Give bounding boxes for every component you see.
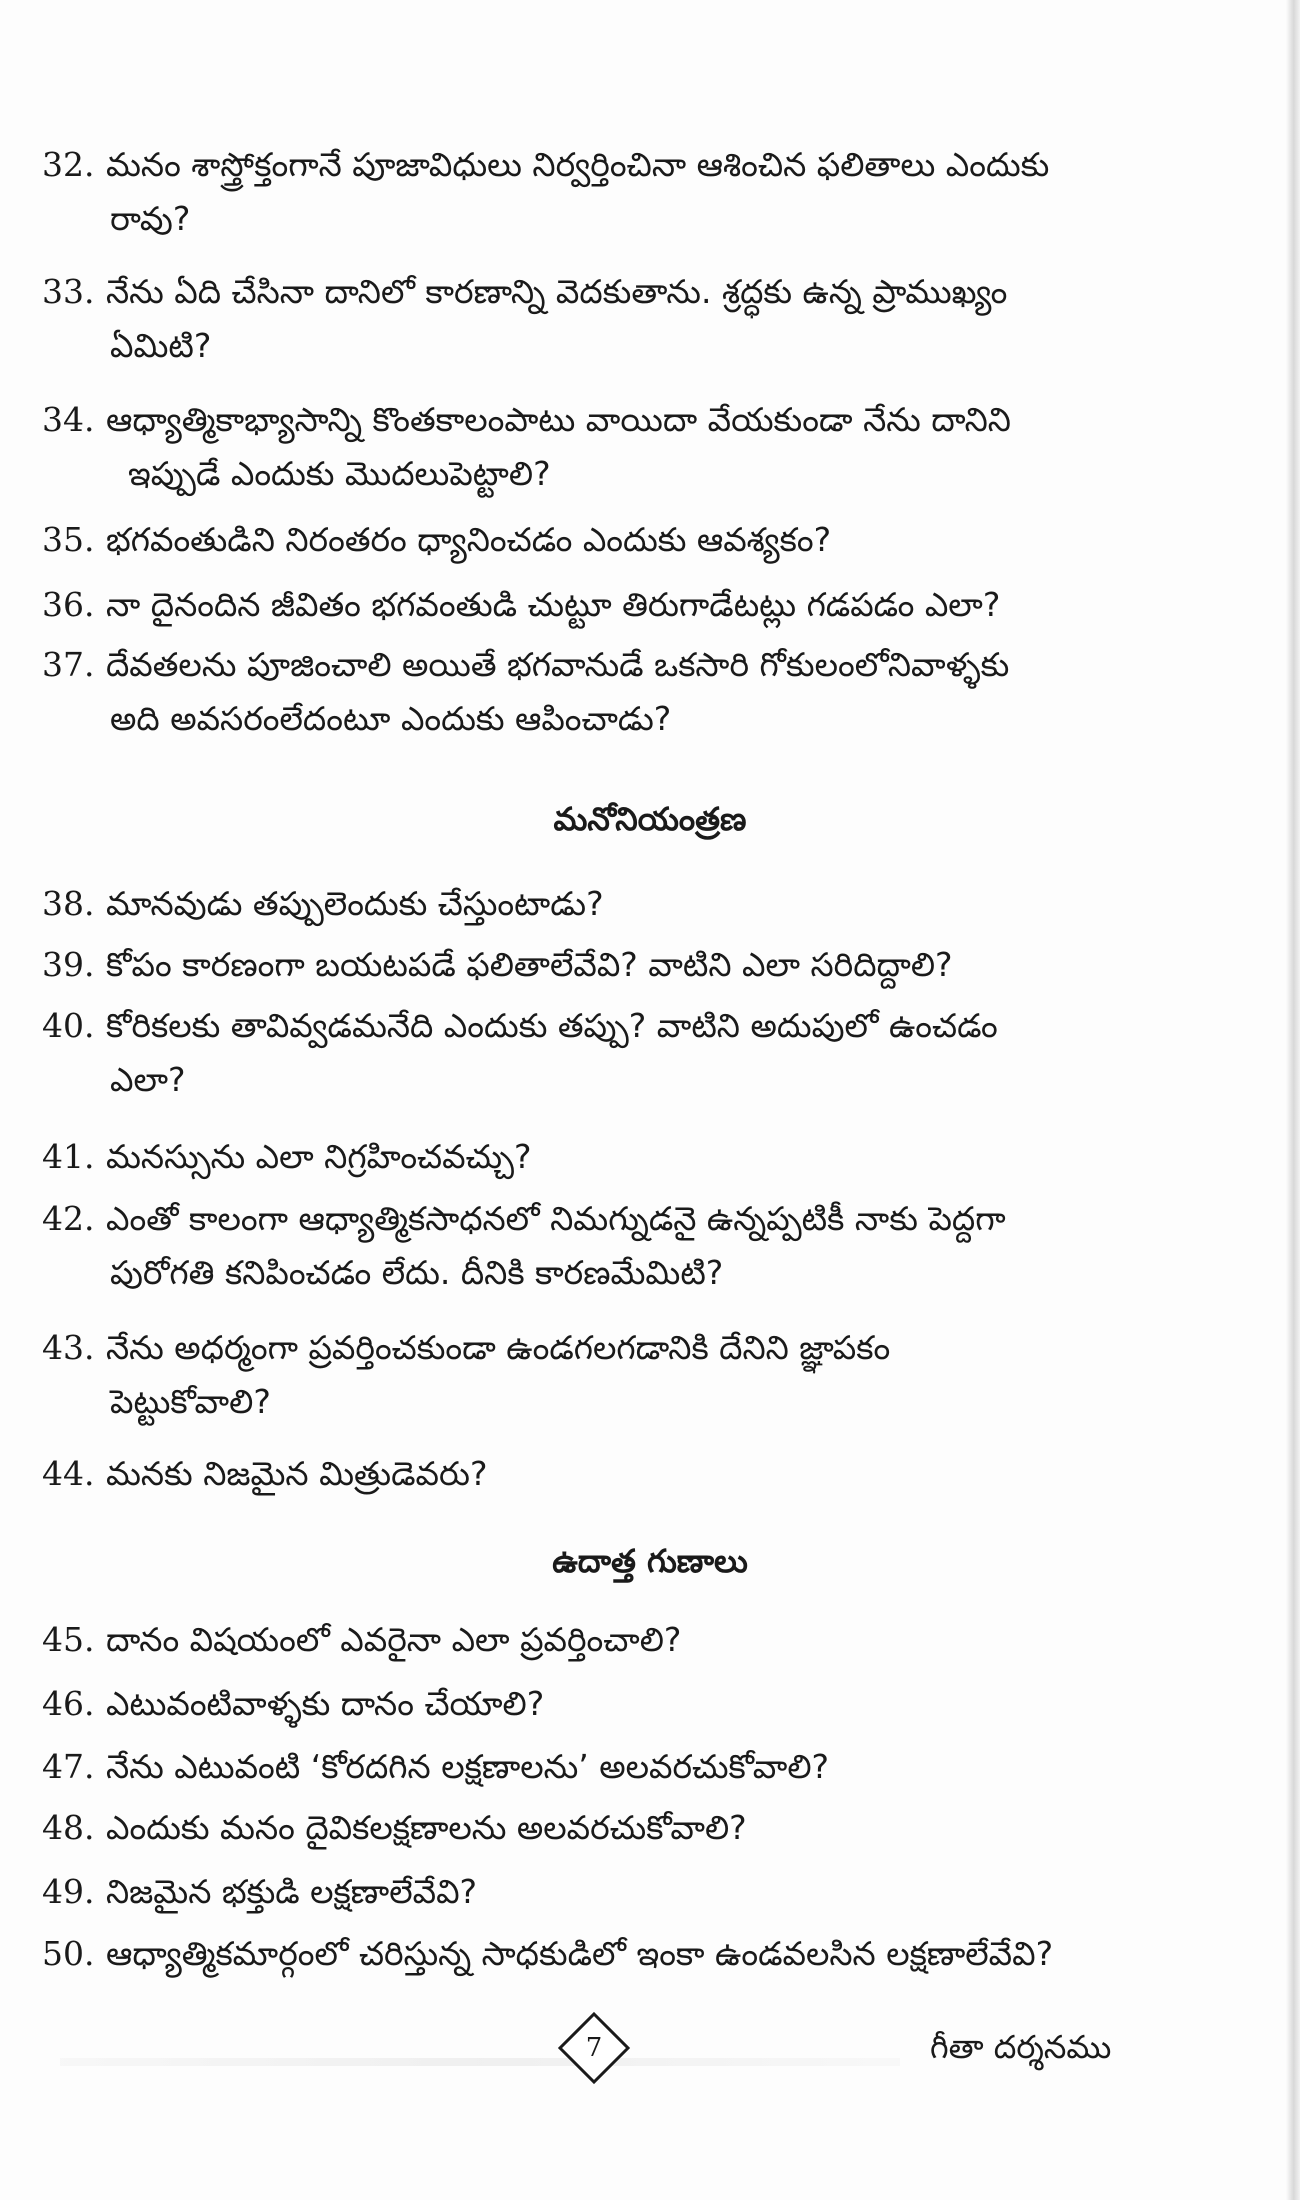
question-number: 46. [42,1684,95,1723]
question-number: 35. [42,520,95,559]
question-text-continued: ఎలా? [110,1060,186,1099]
question-text: నిజమైన భక్తుడి లక్షణాలేవేవి? [106,1872,478,1911]
question-text: ఎందుకు మనం దైవికలక్షణాలను అలవరచుకోవాలి? [106,1808,747,1847]
page-edge-shadow [1286,0,1300,2200]
question-number: 38. [42,884,95,923]
question-text: మనకు నిజమైన మిత్రుడెవరు? [106,1454,488,1493]
section-heading-noble-qualities: ఉదాత్త గుణాలు [552,1542,748,1580]
question-50 [42,1927,1212,1981]
question-text: ఎటువంటివాళ్ళకు దానం చేయాలి? [106,1684,545,1723]
question-47 [42,1740,1212,1794]
question-text: నా దైనందిన జీవితం భగవంతుడి చుట్టూ తిరుగాడేటట్లు గడపడం ఎలా? [106,585,1001,624]
question-33 [42,265,1212,373]
question-32 [42,138,1212,246]
question-text: మనస్సును ఎలా నిగ్రహించవచ్చు? [106,1137,532,1176]
question-number: 50. [42,1934,95,1973]
question-46 [42,1677,1212,1731]
question-number: 36. [42,585,95,624]
question-text: కోపం కారణంగా బయటపడే ఫలితాలేవేవి? వాటిని ఎలా సరిదిద్దాలి? [106,945,953,984]
question-49 [42,1865,1212,1919]
question-text-continued: పెట్టుకోవాలి? [110,1382,271,1421]
question-text: నేను అధర్మంగా ప్రవర్తించకుండా ఉండగలగడానికి దేనిని జ్ఞాపకం [106,1328,891,1367]
question-41 [42,1130,1212,1184]
question-number: 42. [42,1199,95,1238]
question-number: 43. [42,1328,95,1367]
question-38 [42,877,1212,931]
question-number: 37. [42,645,95,684]
question-text-continued: ఏమిటి? [110,326,212,365]
question-number: 41. [42,1137,95,1176]
question-39 [42,938,1212,992]
page-number: 7 [585,2033,603,2063]
question-text: దేవతలను పూజించాలి అయితే భగవానుడే ఒకసారి గోకులంలోనివాళ్ళకు [106,645,1010,684]
question-34 [42,393,1212,501]
question-number: 39. [42,945,95,984]
question-number: 48. [42,1808,95,1847]
question-45 [42,1613,1212,1667]
question-text-continued: అది అవసరంలేదంటూ ఎందుకు ఆపించాడు? [110,699,672,738]
question-number: 34. [42,400,95,439]
question-text: మానవుడు తప్పులెందుకు చేస్తుంటాడు? [106,884,604,923]
question-44 [42,1447,1212,1501]
question-text: కోరికలకు తావివ్వడమనేది ఎందుకు తప్పు? వాటిని అదుపులో ఉంచడం [106,1006,998,1045]
footer-faint-rule [60,2058,900,2066]
question-40 [42,999,1212,1107]
page-number-badge [557,2011,631,2085]
question-number: 45. [42,1620,95,1659]
question-number: 44. [42,1454,95,1493]
question-text-continued: రావు? [110,199,191,238]
question-35 [42,513,1212,567]
question-text-continued: ఇప్పుడే ఎందుకు మొదలుపెట్టాలి? [128,454,551,493]
question-number: 40. [42,1006,95,1045]
question-text: దానం విషయంలో ఎవరైనా ఎలా ప్రవర్తించాలి? [106,1620,682,1659]
question-42 [42,1192,1212,1300]
question-number: 47. [42,1747,95,1786]
question-text: భగవంతుడిని నిరంతరం ధ్యానించడం ఎందుకు ఆవశ్యకం? [106,520,832,559]
question-48 [42,1801,1212,1855]
question-text: నేను ఏది చేసినా దానిలో కారణాన్ని వెదకుతాను. శ్రద్ధకు ఉన్న ప్రాముఖ్యం [106,272,1008,311]
question-number: 32. [42,145,95,184]
question-text: మనం శాస్త్రోక్తంగానే పూజావిధులు నిర్వర్తించినా ఆశించిన ఫలితాలు ఎందుకు [106,145,1050,184]
question-37 [42,638,1212,746]
question-36 [42,578,1212,632]
book-title: గీతా దర్శనము [930,2028,1112,2066]
question-text: ఆధ్యాత్మికమార్గంలో చరిస్తున్న సాధకుడిలో ఇంకా ఉండవలసిన లక్షణాలేవేవి? [106,1934,1054,1973]
section-heading-mind-control: మనోనియంత్రణ [553,800,747,838]
question-text-continued: పురోగతి కనిపించడం లేదు. దీనికి కారణమేమిటి? [110,1253,724,1292]
question-number: 49. [42,1872,95,1911]
question-number: 33. [42,272,95,311]
question-text: ఆధ్యాత్మికాభ్యాసాన్ని కొంతకాలంపాటు వాయిదా వేయకుండా నేను దానిని [106,400,1011,439]
question-text: నేను ఎటువంటి ‘కోరదగిన లక్షణాలను’ అలవరచుకోవాలి? [106,1747,830,1786]
question-text: ఎంతో కాలంగా ఆధ్యాత్మికసాధనలో నిమగ్నుడనై ఉన్నప్పటికీ నాకు పెద్దగా [106,1199,1006,1238]
question-43 [42,1321,1212,1429]
